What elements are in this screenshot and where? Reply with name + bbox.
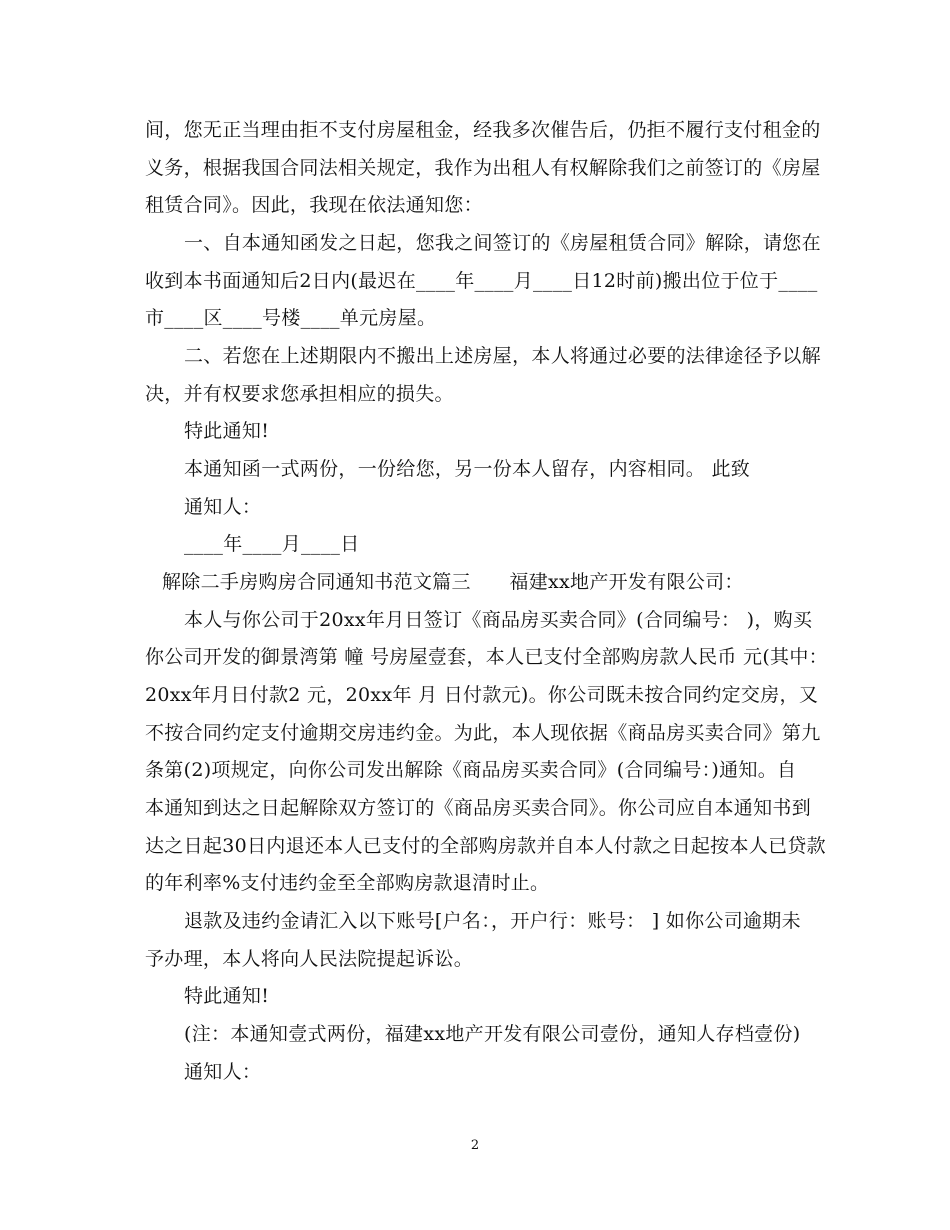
body-line: 二、若您在上述期限内不搬出上述房屋，本人将通过必要的法律途径予以解 [184,345,821,367]
body-line: 退款及违约金请汇入以下账号[户名：，开户行：账号： ] 如你公司逾期未 [184,910,801,932]
body-line: 义务，根据我国合同法相关规定，我作为出租人有权解除我们之前签订的《房屋 [145,157,821,179]
body-line: 租赁合同》。因此，我现在依法通知您： [145,194,483,216]
body-line: ____年____月____日 [184,533,360,555]
section-heading: 解除二手房购房合同通知书范文篇三 福建xx地产开发有限公司： [162,571,744,593]
page-number: 2 [470,1138,480,1153]
body-line: 的年利率%支付违约金至全部购房款退清时止。 [145,872,550,894]
body-line: 决，并有权要求您承担相应的损失。 [145,383,454,405]
body-line: 不按合同约定支付逾期交房违约金。为此，本人现依据《商品房买卖合同》第九 [145,722,821,744]
body-line: 间，您无正当理由拒不支付房屋租金，经我多次催告后，仍拒不履行支付租金的 [145,119,821,141]
body-line: 市____区____号楼____单元房屋。 [145,307,437,329]
body-line: 达之日起30日内退还本人已支付的全部购房款并自本人付款之日起按本人已贷款 [145,835,826,857]
body-line: 本人与你公司于20xx年月日签订《商品房买卖合同》(合同编号： )，购买 [184,609,813,631]
body-line: 通知人： [184,496,262,518]
body-line: 一、自本通知函发之日起，您我之间签订的《房屋租赁合同》解除，请您在 [184,232,821,254]
body-line: 特此通知! [184,985,270,1007]
body-line: 本通知函一式两份，一份给您，另一份本人留存，内容相同。 此致 [184,458,751,480]
body-line: 特此通知! [184,420,270,442]
body-line: 收到本书面通知后2日内(最迟在____年____月____日12时前)搬出位于位于____ [145,270,818,292]
body-line: 予办理，本人将向人民法院提起诉讼。 [145,948,474,970]
body-line: 条第(2)项规定，向你公司发出解除《商品房买卖合同》(合同编号：)通知。自 [145,759,797,781]
body-line: 通知人： [184,1061,262,1083]
body-line: 20xx年月日付款2 元，20xx年 月 日付款元)。你公司既未按合同约定交房，又 [145,684,819,706]
body-line: 你公司开发的御景湾第 幢 号房屋壹套，本人已支付全部购房款人民币 元(其中： [145,646,828,668]
body-line: 本通知到达之日起解除双方签订的《商品房买卖合同》。你公司应自本通知书到 [145,797,812,819]
body-line: (注：本通知壹式两份，福建xx地产开发有限公司壹份，通知人存档壹份) [184,1023,801,1045]
